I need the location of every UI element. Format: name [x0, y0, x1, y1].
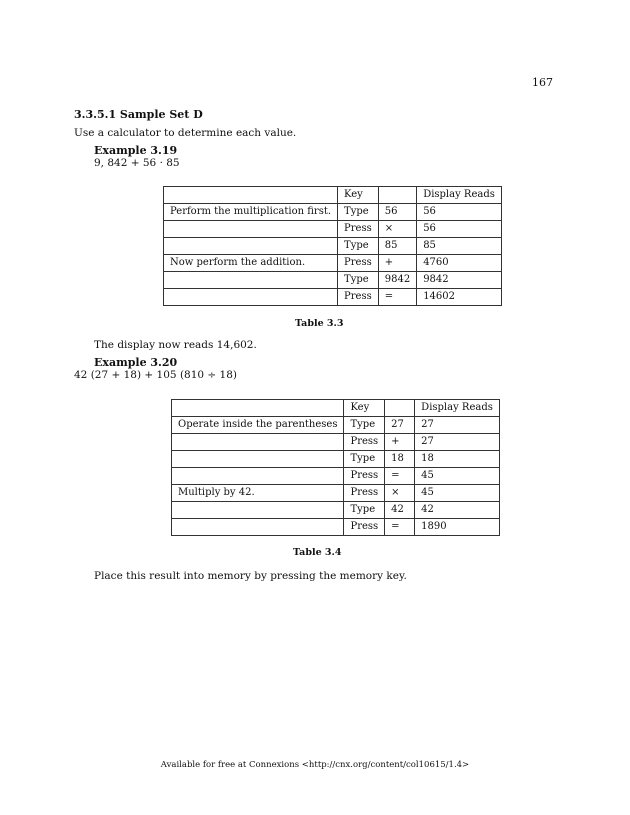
display-cell: 42: [415, 502, 500, 519]
description-cell: [164, 272, 338, 289]
key-cell: =: [385, 519, 415, 536]
key-action-cell: Type: [338, 238, 379, 255]
description-cell: [172, 434, 344, 451]
calculator-steps-table: [171, 399, 500, 536]
key-action-cell: Type: [344, 451, 385, 468]
display-cell: 27: [415, 434, 500, 451]
description-cell: [172, 519, 344, 536]
table-row: [172, 485, 500, 502]
display-cell: 27: [415, 417, 500, 434]
key-action-cell: Key: [344, 400, 385, 417]
table-row: [164, 204, 502, 221]
description-cell: Operate inside the parentheses: [172, 417, 344, 434]
key-action-cell: Press: [338, 289, 379, 306]
key-cell: =: [385, 468, 415, 485]
table-row: [164, 221, 502, 238]
table-header-row: [172, 400, 500, 417]
section-heading: 3.3.5.1 Sample Set D: [74, 108, 203, 121]
table-caption: Table 3.3: [295, 318, 344, 329]
key-cell: ×: [378, 221, 416, 238]
description-cell: [172, 400, 344, 417]
table-row: [172, 451, 500, 468]
key-action-cell: Type: [338, 204, 379, 221]
display-cell: Display Reads: [417, 187, 502, 204]
description-cell: [164, 187, 338, 204]
key-action-cell: Press: [344, 519, 385, 536]
key-cell: +: [378, 255, 416, 272]
table-row: [172, 502, 500, 519]
table-row: [164, 272, 502, 289]
table-row: [164, 238, 502, 255]
calculator-steps-table: [163, 186, 502, 306]
description-cell: Perform the multiplication first.: [164, 204, 338, 221]
display-cell: 9842: [417, 272, 502, 289]
result-text: The display now reads 14,602.: [94, 339, 257, 351]
key-action-cell: Type: [344, 502, 385, 519]
key-cell: [378, 187, 416, 204]
display-cell: 85: [417, 238, 502, 255]
table-header-row: [164, 187, 502, 204]
example-title: Example 3.20: [94, 356, 178, 369]
description-cell: [164, 289, 338, 306]
display-cell: 56: [417, 204, 502, 221]
example-expression: 9, 842 + 56 · 85: [94, 157, 180, 169]
display-cell: 14602: [417, 289, 502, 306]
key-action-cell: Type: [344, 417, 385, 434]
key-cell: +: [385, 434, 415, 451]
description-cell: Multiply by 42.: [172, 485, 344, 502]
description-cell: [172, 502, 344, 519]
key-action-cell: Press: [338, 255, 379, 272]
display-cell: 1890: [415, 519, 500, 536]
key-cell: 56: [378, 204, 416, 221]
table-row: [164, 255, 502, 272]
key-cell: 18: [385, 451, 415, 468]
display-cell: 45: [415, 485, 500, 502]
key-cell: =: [378, 289, 416, 306]
key-action-cell: Press: [344, 468, 385, 485]
key-cell: [385, 400, 415, 417]
table-row: [172, 468, 500, 485]
display-cell: 4760: [417, 255, 502, 272]
table-row: [164, 289, 502, 306]
key-action-cell: Key: [338, 187, 379, 204]
key-cell: 42: [385, 502, 415, 519]
table-row: [172, 434, 500, 451]
section-instruction: Use a calculator to determine each value.: [74, 127, 297, 139]
description-cell: Now perform the addition.: [164, 255, 338, 272]
key-action-cell: Press: [344, 485, 385, 502]
key-cell: 9842: [378, 272, 416, 289]
table-caption: Table 3.4: [293, 547, 342, 558]
page-number: 167: [532, 76, 553, 89]
key-action-cell: Press: [338, 221, 379, 238]
key-action-cell: Press: [344, 434, 385, 451]
table-row: [172, 519, 500, 536]
key-cell: 85: [378, 238, 416, 255]
key-cell: ×: [385, 485, 415, 502]
display-cell: 56: [417, 221, 502, 238]
example-expression: 42 (27 + 18) + 105 (810 ÷ 18): [74, 369, 238, 381]
example-title: Example 3.19: [94, 144, 178, 157]
display-cell: Display Reads: [415, 400, 500, 417]
description-cell: [164, 238, 338, 255]
key-cell: 27: [385, 417, 415, 434]
description-cell: [172, 451, 344, 468]
display-cell: 45: [415, 468, 500, 485]
description-cell: [172, 468, 344, 485]
table-row: [172, 417, 500, 434]
footer-attribution: Available for free at Connexions <http://cnx.org/content/col10615/1.4>: [160, 760, 470, 770]
instruction-text: Place this result into memory by pressing the memory key.: [94, 570, 407, 582]
key-action-cell: Type: [338, 272, 379, 289]
description-cell: [164, 221, 338, 238]
display-cell: 18: [415, 451, 500, 468]
